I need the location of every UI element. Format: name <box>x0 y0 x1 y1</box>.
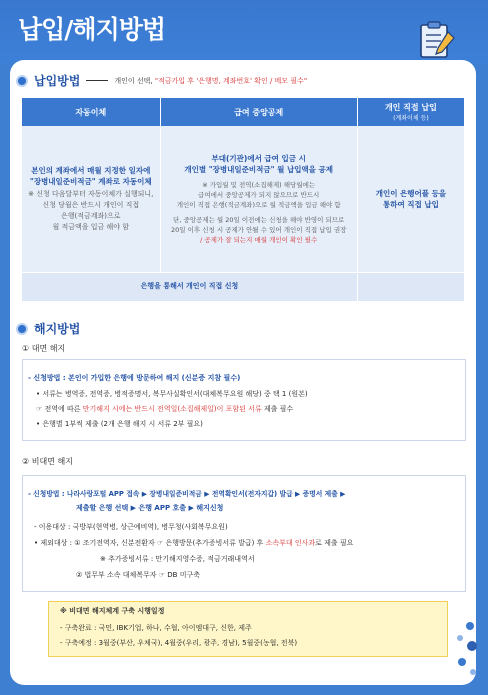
col-sublabel: (계좌이체 등) <box>393 115 429 122</box>
payroll-note2: 단, 중앙공제는 월 20일 이전에는 신청을 해야 반영이 되므로 20일 이후 신청 시 공제가 안될 수 있어 개인이 직접 납입 권장 <box>170 215 347 234</box>
nonface-label: ② 비대면 해지 <box>22 457 73 466</box>
payment-heading <box>16 72 307 89</box>
cell-direct <box>357 126 464 272</box>
payroll-note-red: / 공제가 잘 되는지 매월 개인이 확인 필수 <box>200 235 318 244</box>
clipboard-pencil-icon <box>418 20 456 60</box>
bank-row-text: 은행을 통해서 개인이 직접 신청 <box>140 282 239 290</box>
excluded-pre: • 제외대상 : ① 조기전역자, 신분전환자 ☞ 은행방문(추가증빙서류 발급) 후 <box>34 539 266 547</box>
notice-planned: - 구축예정 : 3월중(부산, 우체국), 4월중(우리, 광주, 경남), 5월중(농협, 전북) <box>60 639 298 647</box>
cell-payroll <box>160 126 357 272</box>
note-red: "적금가입 후 '은행명, 계좌번호' 확인 / 메모 필수" <box>154 76 308 85</box>
cancel-heading <box>16 320 80 337</box>
face-label: ① 대면 해지 <box>22 344 66 353</box>
excluded-red: 소속부대 인사과 <box>265 539 316 547</box>
extra-docs: ※ 추가증빙서류 : 만기해지영수증, 적금거래내역서 <box>100 555 255 563</box>
circle-badge-icon <box>16 75 28 87</box>
face-discharge-post: 제출 필수 <box>261 405 294 413</box>
face-per-bank: • 은행별 1부씩 제출 (2개 은행 해지 시 서류 2부 필요) <box>36 420 203 428</box>
face-discharge-pre: ☞ 전역에 따른 <box>36 405 83 413</box>
nonface-method: - 신청방법 : 나라사랑포털 APP 접속 ▶ 장병내일준비적금 ▶ 전역확인서(전자지갑) 발급 ▶ 증명서 제출 ▶ <box>28 490 346 498</box>
payment-table <box>22 98 464 301</box>
bank-row-empty <box>357 272 464 301</box>
face-discharge <box>36 404 293 414</box>
alt-service-excluded: ② 법무부 소속 대체복무자 ☞ DB 미구축 <box>76 571 200 579</box>
notice-done: - 구축완료 : 국민, IBK기업, 하나, 수협, 아이엠대구, 신한, 제주 <box>60 624 252 632</box>
payroll-note1: ※ 가입월 및 전역(소집해제) 해당월에는 급여에서 중앙공제가 되지 않으므로 반드시 개인이 직접 은행(적금계좌)으로 월 적금액을 입금 해야 함 <box>176 180 341 209</box>
payroll-desc: 부대(기관)에서 급여 입금 시 개인별 "장병내일준비적금" 월 납입액을 공제 <box>184 153 334 174</box>
direct-desc: 개인이 은행어플 등을 통하여 직접 납입 <box>375 188 447 209</box>
face-docs: • 서류는 병역증, 전역증, 병적증명서, 복무사실확인서(대체복무요원 해당) 중 택 1 (원본) <box>36 390 308 398</box>
cell-auto <box>22 126 160 272</box>
bank-row <box>22 272 357 301</box>
col-header-payroll <box>160 98 357 126</box>
nonface-excluded <box>34 538 353 548</box>
auto-desc: 본인의 계좌에서 매월 지정한 일자에 "장병내일준비적금" 계좌로 자동이체 <box>29 165 152 186</box>
notice-title: ※ 비대면 해지체계 구축 시행일정 <box>60 607 165 615</box>
cancel-title: 해지방법 <box>34 322 81 336</box>
face-method: - 신청방법 : 본인이 가입한 은행에 방문하여 해지 (신분증 지참 필수) <box>28 374 241 382</box>
face-discharge-red: 만기해지 시에는 반드시 전역일(소집해제일)이 포함된 서류 <box>82 405 262 413</box>
col-header-auto <box>22 98 160 126</box>
note-prefix: 개인이 선택, <box>114 76 153 85</box>
circle-badge-icon <box>16 323 28 335</box>
header-banner <box>0 0 488 64</box>
nonface-target: - 이용대상 : 국방부(현역병, 상근예비역), 병무청(사회복무요원) <box>34 523 228 531</box>
col-label: 개인 직접 납입 <box>384 103 437 112</box>
auto-note: ※ 신청 다음달부터 자동이체가 실행되니, 신청 당월은 반드시 개인이 직접 은행(적금계좌)으로 월 적금액을 입금 해야 함 <box>28 189 154 231</box>
nonface-method-cont: 제출할 은행 선택 ▶ 은행 APP 호출 ▶ 해지신청 <box>76 504 224 512</box>
heading-rule <box>86 80 108 81</box>
col-label: 자동이체 <box>75 107 107 117</box>
page-title: 납입/해지방법 <box>18 15 166 44</box>
decorative-dots <box>448 618 478 678</box>
payment-note <box>114 76 307 86</box>
col-header-direct <box>357 98 464 126</box>
payment-title: 납입방법 <box>34 74 81 88</box>
excluded-post: 로 제출 필요 <box>315 539 354 547</box>
col-label: 급여 중앙공제 <box>234 107 284 117</box>
